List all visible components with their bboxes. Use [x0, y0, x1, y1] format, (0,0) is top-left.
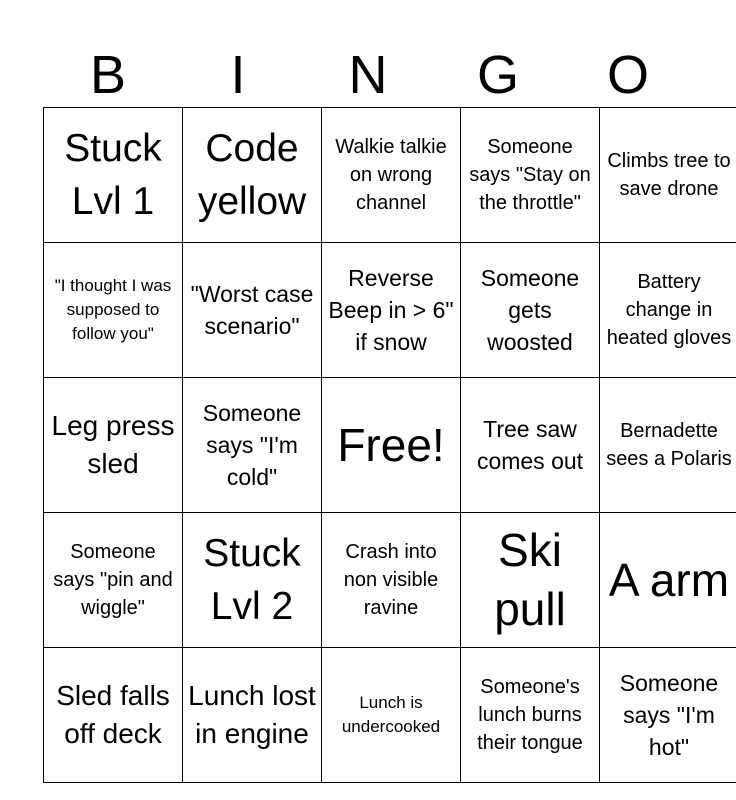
- bingo-cell[interactable]: Someone gets woosted: [461, 243, 600, 378]
- bingo-cell[interactable]: Lunch lost in engine: [183, 648, 322, 783]
- bingo-header: [43, 44, 693, 106]
- bingo-cell[interactable]: Code yellow: [183, 108, 322, 243]
- grid-row-1: [44, 108, 736, 243]
- bingo-cell[interactable]: Someone says "I'm hot": [600, 648, 736, 783]
- bingo-cell[interactable]: Battery change in heated gloves: [600, 243, 736, 378]
- bingo-cell[interactable]: Lunch is undercooked: [322, 648, 461, 783]
- bingo-cell[interactable]: Bernadette sees a Polaris: [600, 378, 736, 513]
- bingo-cell[interactable]: Someone's lunch burns their tongue: [461, 648, 600, 783]
- header-letter-o: O: [606, 45, 649, 105]
- bingo-grid: [43, 107, 736, 783]
- bingo-cell[interactable]: Someone says "pin and wiggle": [44, 513, 183, 648]
- bingo-cell[interactable]: Crash into non visible ravine: [322, 513, 461, 648]
- header-letter-b: B: [89, 45, 127, 105]
- bingo-cell[interactable]: Someone says "I'm cold": [183, 378, 322, 513]
- grid-row-5: [44, 648, 736, 783]
- grid-row-4: [44, 513, 736, 648]
- bingo-cell[interactable]: "Worst case scenario": [183, 243, 322, 378]
- bingo-cell[interactable]: Sled falls off deck: [44, 648, 183, 783]
- bingo-cell[interactable]: A arm: [600, 513, 736, 648]
- bingo-cell[interactable]: Someone says "Stay on the throttle": [461, 108, 600, 243]
- bingo-cell[interactable]: Reverse Beep in > 6" if snow: [322, 243, 461, 378]
- header-letter-i: I: [230, 45, 246, 105]
- bingo-cell[interactable]: Stuck Lvl 1: [44, 108, 183, 243]
- bingo-cell[interactable]: Walkie talkie on wrong channel: [322, 108, 461, 243]
- header-letter-g: G: [476, 45, 519, 105]
- header-letter-n: N: [348, 45, 388, 105]
- bingo-cell[interactable]: Climbs tree to save drone: [600, 108, 736, 243]
- bingo-cell[interactable]: "I thought I was supposed to follow you": [44, 243, 183, 378]
- grid-row-2: [44, 243, 736, 378]
- free-space-cell[interactable]: Free!: [322, 378, 461, 513]
- bingo-cell[interactable]: Tree saw comes out: [461, 378, 600, 513]
- bingo-cell[interactable]: Ski pull: [461, 513, 600, 648]
- grid-row-3: [44, 378, 736, 513]
- bingo-cell[interactable]: Leg press sled: [44, 378, 183, 513]
- bingo-cell[interactable]: Stuck Lvl 2: [183, 513, 322, 648]
